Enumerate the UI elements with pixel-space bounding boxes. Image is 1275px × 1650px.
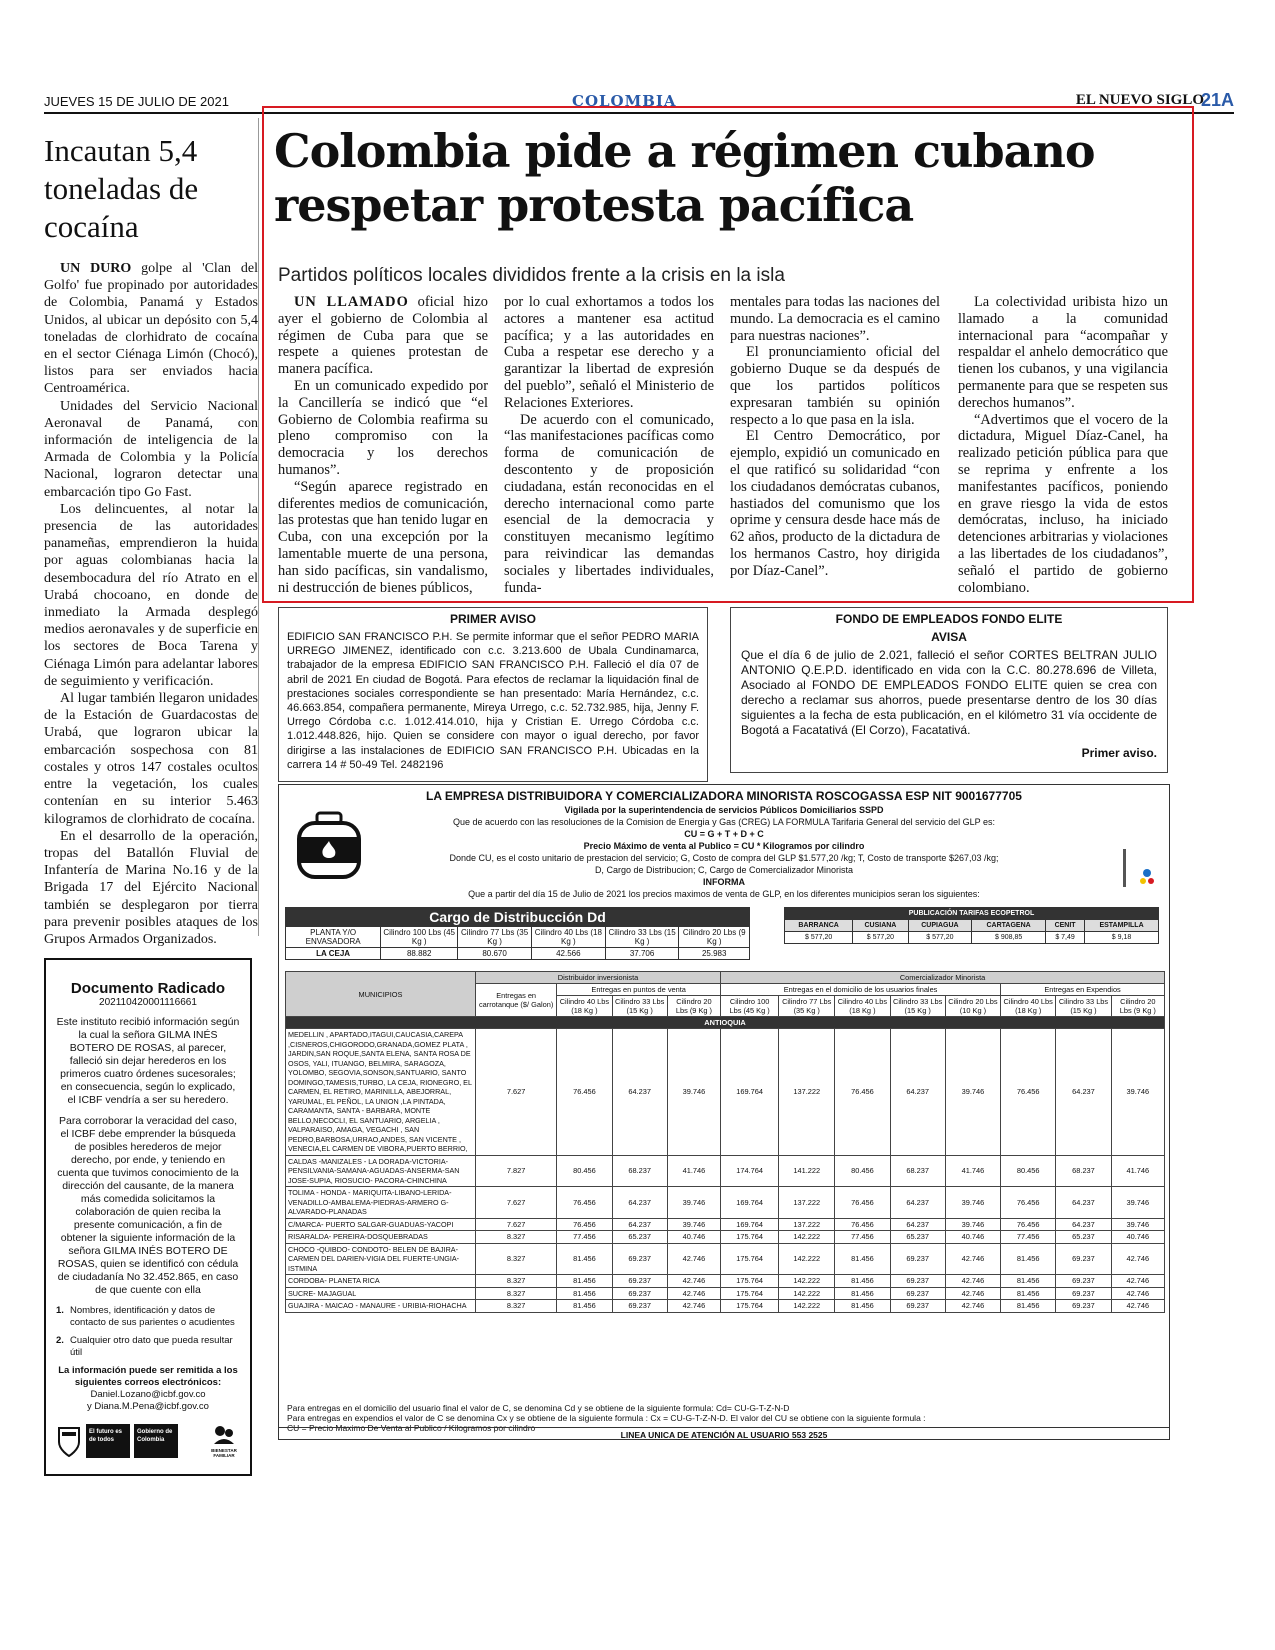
- price-cell: 137.222: [779, 1218, 835, 1231]
- document-number: 202110420001116661: [99, 997, 197, 1008]
- price-cell: 42.746: [1111, 1287, 1164, 1300]
- logos-strip: [56, 1420, 242, 1464]
- price-cell: 65.237: [612, 1231, 667, 1244]
- list-item: 1. Nombres, identificación y datos de contacto de sus parientes o acudientes: [56, 1305, 235, 1328]
- price-cell: 81.456: [1001, 1243, 1056, 1275]
- price-cell: 76.456: [1001, 1187, 1056, 1219]
- table-row: [286, 1231, 1165, 1244]
- price-cell: 169.764: [721, 1029, 779, 1156]
- price-cell: 39.746: [667, 1187, 720, 1219]
- table-header: BARRANCA: [785, 920, 853, 932]
- subcolumn-header: Cilindro 20 Lbs (9 Kg ): [1111, 996, 1164, 1017]
- price-cell: 8.327: [476, 1243, 557, 1275]
- colombia-shield-icon: [56, 1424, 82, 1458]
- paragraph: El pronunciamiento oficial del gobierno Duque se da después de que los partidos políticos expresaran también su opinión respecto a lo que pasa en la isla.: [730, 344, 940, 428]
- table-cell: 80.670: [458, 948, 532, 960]
- price-cell: 80.456: [557, 1155, 612, 1187]
- table-cell: $ 577,20: [908, 932, 972, 944]
- price-cell: 64.237: [612, 1218, 667, 1231]
- price-cell: 64.237: [1056, 1218, 1111, 1231]
- table-row: [286, 1243, 1165, 1275]
- subcolumn-header: Cilindro 40 Lbs (18 Kg ): [1001, 996, 1056, 1017]
- price-cell: 69.237: [890, 1243, 945, 1275]
- table-row: [286, 1300, 1165, 1313]
- price-cell: 42.746: [667, 1287, 720, 1300]
- icbf-paragraph: Para corroborar la veracidad del caso, el ICBF debe emprender la búsqueda de posibles herederos de mejor derecho, por ende, y teniendo en cuenta que tuvimos conocimiento de la dirección del causante, de la manera más comedida solicitamos la colaboración de quien reciba la presente comunicación, a fin de obtener la siguiente información de la señora GILMA INÉS BOTERO DE ROSAS, quien se identificó con cédula de ciudadanía No 32.452.865, en caso de que cuente con ella: [57, 1115, 239, 1296]
- price-cell: 39.746: [667, 1029, 720, 1156]
- rosco-line: Precio Máximo de venta al Publico = CU * Kilogramos por cilindro: [583, 841, 865, 851]
- logo-gobierno: Gobierno de Colombia: [134, 1424, 178, 1458]
- price-cell: 7.627: [476, 1218, 557, 1231]
- footnote: CU = Precio Maximo De Venta al Publico / Kilogramos por cilindro: [287, 1423, 536, 1433]
- region-row: ANTIOQUIA: [286, 1017, 1165, 1029]
- distribution-table: [285, 907, 750, 960]
- main-article-subtitle: Partidos políticos locales divididos frente a la crisis en la isla: [278, 265, 785, 286]
- price-cell: 69.237: [1056, 1287, 1111, 1300]
- table-cell: LA CEJA: [286, 948, 381, 960]
- price-cell: 39.746: [667, 1218, 720, 1231]
- left-paragraph-5: En el desarrollo de la operación, tropas del Batallón Fluvial de Infantería de Marina No.16 y de la Brigada 17 del Ejército Nacional también se desplegaron por tierra para prevenir posibles ataques de los Grupos Armados Organizados.: [44, 828, 258, 947]
- price-cell: 81.456: [557, 1275, 612, 1288]
- price-cell: 39.746: [945, 1029, 1000, 1156]
- footnote: Para entregas en expendios el valor de C se denomina Cx y se obtiene de la siguiente formula : Cx = CU-G-T-Z-N-D. El valor del CU se obtiene con la siguiente formula :: [287, 1413, 926, 1423]
- left-article: [44, 132, 258, 948]
- icbf-paragraph: Este instituto recibió información según la cual la señora GILMA INÉS BOTERO DE ROSAS, al parecer, falleció sin dejar herederos en los primeros cuatro órdenes sucesorales; en consecuencia, según lo explicado, el ICBF vendría a ser su heredero.: [56, 1016, 240, 1106]
- municipio-cell: C/MARCA- PUERTO SALGAR-GUADUAS-YACOPI: [286, 1218, 476, 1231]
- price-cell: 42.746: [1111, 1275, 1164, 1288]
- price-cell: 175.764: [721, 1287, 779, 1300]
- table-cell: $ 7,49: [1046, 932, 1085, 944]
- rosco-line: INFORMA: [703, 877, 745, 887]
- table-header: CUSIANA: [853, 920, 908, 932]
- paragraph: La colectividad uribista hizo un llamado a la comunidad internacional para “acompañar y respaldar el anhelo democrático que tienen los cubanos, y una vigilancia permanente para que se respeten sus derechos humanos”.: [958, 294, 1168, 411]
- paragraph: En un comunicado expedido por la Cancillería se indicó que “el Gobierno de Colombia reafirma su pleno compromiso con la democracia y los derechos humanos”.: [278, 377, 488, 478]
- price-cell: 64.237: [612, 1029, 667, 1156]
- price-cell: 175.764: [721, 1243, 779, 1275]
- table-row: [286, 1218, 1165, 1231]
- price-cell: 7.627: [476, 1187, 557, 1219]
- price-cell: 39.746: [1111, 1218, 1164, 1231]
- table-cell: 37.706: [605, 948, 679, 960]
- price-cell: 7.827: [476, 1155, 557, 1187]
- subcolumn-header: Cilindro 77 Lbs (35 Kg ): [779, 996, 835, 1017]
- subcolumn-header: Cilindro 20 Lbs (10 Kg ): [945, 996, 1000, 1017]
- municipio-cell: GUAJIRA - MAICAO - MANAURE - URIBIA-RIOHACHA: [286, 1300, 476, 1313]
- price-cell: 39.746: [945, 1218, 1000, 1231]
- contact-info: [56, 1365, 240, 1413]
- price-cell: 40.746: [1111, 1231, 1164, 1244]
- price-cell: 80.456: [835, 1155, 890, 1187]
- price-cell: 8.327: [476, 1231, 557, 1244]
- price-cell: 175.764: [721, 1300, 779, 1313]
- table-cell: $ 577,20: [785, 932, 853, 944]
- table-cell: $ 9,18: [1085, 932, 1159, 944]
- price-cell: 69.237: [612, 1243, 667, 1275]
- logo-futuro: El futuro es de todos: [86, 1424, 130, 1458]
- price-cell: 42.746: [945, 1243, 1000, 1275]
- notice-fondo-elite: [730, 607, 1168, 773]
- notice-footer: Primer aviso.: [1081, 746, 1157, 760]
- price-cell: 64.237: [612, 1187, 667, 1219]
- list-item-text: Nombres, identificación y datos de contacto de sus parientes o acudientes: [70, 1305, 235, 1328]
- left-article-body: [44, 260, 258, 948]
- price-cell: 39.746: [1111, 1029, 1164, 1156]
- subcolumn-header: Cilindro 33 Lbs (15 Kg ): [612, 996, 667, 1017]
- price-cell: 42.746: [667, 1275, 720, 1288]
- municipio-cell: TOLIMA - HONDA - MARIQUITA-LIBANO-LERIDA-VENADILLO-AMBALEMA-PIEDRAS-ARMERO G-ALVARADO-PLANADAS: [286, 1187, 476, 1219]
- subcolumn-header: Cilindro 33 Lbs (15 Kg ): [890, 996, 945, 1017]
- price-cell: 40.746: [667, 1231, 720, 1244]
- price-cell: 69.237: [1056, 1243, 1111, 1275]
- price-cell: 142.222: [779, 1287, 835, 1300]
- table-row: [286, 1187, 1165, 1219]
- paragraph: El Centro Democrático, por ejemplo, expidió un comunicado en el que ratificó su solidaridad “con los ciudadanos demócratas cubanos, hastiados del comunismo que los oprime y censura desde hace más de 62 años, producto de la dictadura de los hermanos Castro, hoy dirigida por Díaz-Canel”.: [730, 428, 940, 579]
- price-cell: 64.237: [890, 1029, 945, 1156]
- notice-subtitle: AVISA: [931, 630, 967, 644]
- table-header: Cilindro 77 Lbs (35 Kg ): [458, 927, 532, 948]
- table-cell: 88.882: [381, 948, 458, 960]
- table-header: Cilindro 100 Lbs (45 Kg ): [381, 927, 458, 948]
- notice-title: FONDO DE EMPLEADOS FONDO ELITE: [835, 612, 1063, 626]
- price-cell: 42.746: [945, 1275, 1000, 1288]
- price-cell: 81.456: [835, 1287, 890, 1300]
- carrotanque-header: Entregas en carrotanque ($/ Galon): [476, 984, 557, 1017]
- price-cell: 41.746: [667, 1155, 720, 1187]
- table-header: Cilindro 33 Lbs (15 Kg ): [605, 927, 679, 948]
- notice-text: Que el día 6 de julio de 2.021, falleció el señor CORTES BELTRAN JULIO ANTONIO Q.E.P.D. identificado en vida con la C.C. 80.278.696 de Villeta, Asociado al FONDO DE EMPLEADOS FONDO ELITE quien se crea con derecho a reclamar sus ahorros, puede presentarse dentro de los 30 días siguientes a la fecha de esta publicación, en el kilómetro 31 vía occidente de Bogotá a Facatativá (El Corzo), Facatativá.: [741, 648, 1157, 737]
- domicilio-header: Entregas en el domicilio de los usuarios finales: [721, 984, 1001, 996]
- icbf-icon: [212, 1424, 236, 1444]
- table-row: [286, 1029, 1165, 1156]
- price-cell: 8.327: [476, 1300, 557, 1313]
- price-cell: 142.222: [779, 1231, 835, 1244]
- main-article-lead: UN LLAMADO: [294, 294, 409, 310]
- table-row: [286, 1275, 1165, 1288]
- roscogassa-title: LA EMPRESA DISTRIBUIDORA Y COMERCIALIZADORA MINORISTA ROSCOGASSA ESP NIT 9001677705: [426, 789, 1022, 803]
- left-article-title: Incautan 5,4 toneladas de cocaína: [44, 133, 199, 244]
- price-cell: 8.327: [476, 1275, 557, 1288]
- price-cell: 69.237: [890, 1275, 945, 1288]
- price-cell: 169.764: [721, 1187, 779, 1219]
- contact-title: La información puede ser remitida a los siguientes correos electrónicos:: [58, 1365, 238, 1388]
- table-header: CUPIAGUA: [908, 920, 972, 932]
- price-cell: 76.456: [1001, 1029, 1056, 1156]
- rosco-line: Que de acuerdo con las resoluciones de la Comision de Energia y Gas (CREG) LA FORMULA Tarifaria General del servicio del GLP es:: [453, 817, 995, 827]
- price-cell: 39.746: [1111, 1187, 1164, 1219]
- price-cell: 65.237: [1056, 1231, 1111, 1244]
- price-cell: 169.764: [721, 1218, 779, 1231]
- notice-title: PRIMER AVISO: [449, 612, 536, 626]
- paragraph: mentales para todas las naciones del mundo. La democracia es el camino para nuestras naciones”.: [730, 294, 940, 344]
- table-row: [286, 1155, 1165, 1187]
- paragraph: “Advertimos que el vocero de la dictadura, Miguel Díaz-Canel, ha realizado petición pública para que se reprima y enfrente a los manifestantes pacíficos, poniendo en grave riesgo la vida de estos demócratas, incluso, ha iniciado detenciones arbitrarias y violaciones a las libertades de los ciudadanos”, señaló el partido de gobierno colombiano.: [958, 411, 1168, 596]
- table-header: Cilindro 20 Lbs (9 Kg ): [679, 927, 750, 948]
- list-item: 2. Cualquier otro dato que pueda resultar útil: [56, 1335, 233, 1358]
- price-cell: 64.237: [890, 1218, 945, 1231]
- left-paragraph-4: Al lugar también llegaron unidades de la Estación de Guardacostas de Urabá, que lograron ubicar la embarcación sospechosa con 81 costales y otros 147 costales ocultos entre la vegetación, los cuales contenían en su interior 5.463 kilogramos de clorhidrato de cocaína.: [44, 691, 258, 827]
- price-cell: 69.237: [612, 1275, 667, 1288]
- price-cell: 68.237: [612, 1155, 667, 1187]
- table-header: PLANTA Y/O ENVASADORA: [286, 927, 381, 948]
- price-cell: 76.456: [1001, 1218, 1056, 1231]
- municipios-header: MUNICIPIOS: [286, 972, 476, 1017]
- section-title: COLOMBIA: [572, 92, 677, 110]
- price-table: [285, 971, 1165, 1313]
- price-cell: 81.456: [557, 1300, 612, 1313]
- price-cell: 141.222: [779, 1155, 835, 1187]
- price-cell: 64.237: [890, 1187, 945, 1219]
- price-cell: 41.746: [945, 1155, 1000, 1187]
- icbf-notice-title: Documento Radicado: [70, 980, 226, 997]
- price-cell: 174.764: [721, 1155, 779, 1187]
- main-article: [262, 106, 1194, 603]
- price-cell: 69.237: [612, 1300, 667, 1313]
- table-header: ESTAMPILLA: [1085, 920, 1159, 932]
- price-cell: 81.456: [557, 1287, 612, 1300]
- table-header: CENIT: [1046, 920, 1085, 932]
- rosco-line: Donde CU, es el costo unitario de prestacion del servicio; G, Costo de compra del GLP $1.577,20 /kg; T, Costo de transporte $267,03 /kg;: [449, 853, 999, 863]
- main-column-3: [730, 294, 940, 580]
- distribuidor-header: Distribuidor inversionista: [476, 972, 721, 984]
- email-link[interactable]: Daniel.Lozano@icbf.gov.co: [90, 1389, 206, 1400]
- notice-text: EDIFICIO SAN FRANCISCO P.H. Se permite informar que el señor PEDRO MARIA URREGO JIMENEZ, identificado con c.c. 3.213.600 de Ubala Cundinamarca, trabajador de la empresa EDIFICIO SAN FRANCISCO P.H. Falleció el día 07 de abril de 2021 En ciudad de Bogotá. Para efectos de reclamar la liquidación final de prestaciones sociales correspondiente se han presentado: María Hernández, c.c. 46.663.854, compañera permanente, Mireya Urrego, c.c. 52.732.985, hija, Jenny F. Urrego Córdoba c.c. 1.012.414.010, hija y Cristian E. Urrego Córdoba c.c. 1.012.448.826, hijo. Quien se considere con mayor o igual derecho, por favor dirigirse a las instalaciones de EDIFICIO SAN FRANCISCO P.H. Ubicadas en la carrera 14 # 50-49 Tel. 2482196: [287, 631, 699, 771]
- paragraph: “Según aparece registrado en diferentes medios de comunicación, las protestas que han tenido lugar en Cuba, con una excepción por la lamentable muerte de una persona, han sido pacíficas, sin vandalismo, ni destrucción de bienes públicos,: [278, 478, 488, 596]
- column-divider: [258, 118, 259, 936]
- hotline: LINEA UNICA DE ATENCIÓN AL USUARIO 553 2525: [279, 1427, 1169, 1440]
- price-cell: 40.746: [945, 1231, 1000, 1244]
- table-cell: 42.566: [531, 948, 605, 960]
- icbf-logo-text: BIENESTAR FAMILIAR: [211, 1448, 237, 1458]
- price-cell: 68.237: [1056, 1155, 1111, 1187]
- price-cell: 81.456: [1001, 1275, 1056, 1288]
- price-cell: 7.627: [476, 1029, 557, 1156]
- newspaper-name: EL NUEVO SIGLO: [1075, 92, 1204, 108]
- price-cell: 175.764: [721, 1231, 779, 1244]
- price-cell: 42.746: [1111, 1300, 1164, 1313]
- ecopetrol-table-title: PUBLICACIÓN TARIFAS ECOPETROL: [785, 908, 1159, 920]
- price-cell: 81.456: [557, 1243, 612, 1275]
- subcolumn-header: Cilindro 33 Lbs (15 Kg ): [1056, 996, 1111, 1017]
- price-cell: 175.764: [721, 1275, 779, 1288]
- price-cell: 137.222: [779, 1029, 835, 1156]
- price-cell: 77.456: [835, 1231, 890, 1244]
- price-cell: 76.456: [557, 1218, 612, 1231]
- table-header: Cilindro 40 Lbs (18 Kg ): [531, 927, 605, 948]
- expendios-header: Entregas en Expendios: [1001, 984, 1165, 996]
- price-cell: 65.237: [890, 1231, 945, 1244]
- price-cell: 142.222: [779, 1300, 835, 1313]
- price-cell: 8.327: [476, 1287, 557, 1300]
- price-cell: 69.237: [890, 1300, 945, 1313]
- rosco-line: D, Cargo de Distribucion; C, Cargo de Comercializador Minorista: [594, 865, 854, 875]
- price-cell: 137.222: [779, 1187, 835, 1219]
- main-article-title: Colombia pide a régimen cubano respetar protesta pacífica: [274, 124, 1095, 232]
- price-cell: 80.456: [1001, 1155, 1056, 1187]
- table-cell: $ 908,85: [972, 932, 1046, 944]
- table-cell: 25.983: [679, 948, 750, 960]
- paragraph: De acuerdo con el comunicado, “las manifestaciones pacíficas como forma de comunicación de descontento y de proposición ciudadana, están reconocidas en el derecho internacional como parte esencial de la democracia y constituyen mecanismo legítimo para reivindicar las demandas sociales y libertades individuales, funda-: [504, 411, 714, 596]
- municipio-cell: CORDOBA- PLANETA RICA: [286, 1275, 476, 1288]
- price-cell: 69.237: [1056, 1275, 1111, 1288]
- issue-date: JUEVES 15 DE JULIO DE 2021: [44, 94, 229, 109]
- list-item-text: Cualquier otro dato que pueda resultar útil: [70, 1335, 233, 1358]
- price-cell: 42.746: [667, 1243, 720, 1275]
- main-column-2: [504, 294, 714, 596]
- comercializador-header: Comercializador Minorista: [721, 972, 1165, 984]
- paragraph: oficial hizo ayer el gobierno de Colombia al régimen de Cuba para que se respete a quienes protestan de manera pacífica.: [278, 294, 488, 378]
- email-link[interactable]: y Diana.M.Pena@icbf.gov.co: [87, 1401, 209, 1412]
- price-cell: 42.746: [667, 1300, 720, 1313]
- municipio-cell: CALDAS -MANIZALES - LA DORADA-VICTORIA-PENSILVANIA-SAMANA-AGUADAS-ANSERMA-SAN JOSE-SUPIA, RIOSUCIO- PACORA-CHINCHINA: [286, 1155, 476, 1187]
- notice-primer-aviso: [278, 607, 708, 782]
- superservicios-logo-icon: [1119, 845, 1159, 891]
- table-row: [286, 1287, 1165, 1300]
- price-cell: 41.746: [1111, 1155, 1164, 1187]
- roscogassa-notice: [278, 784, 1170, 1440]
- price-cell: 142.222: [779, 1243, 835, 1275]
- municipio-cell: SUCRE- MAJAGUAL: [286, 1287, 476, 1300]
- subcolumn-header: Cilindro 20 Lbs (9 Kg ): [667, 996, 720, 1017]
- price-cell: 68.237: [890, 1155, 945, 1187]
- price-cell: 76.456: [557, 1187, 612, 1219]
- price-cell: 142.222: [779, 1275, 835, 1288]
- subcolumn-header: Cilindro 40 Lbs (18 Kg ): [835, 996, 890, 1017]
- main-column-4: [958, 294, 1168, 596]
- left-paragraph-3: Los delincuentes, al notar la presencia de las autoridades panameñas, emprendieron la huida por aguas colombianas hacia la desembocadura del río Atrato en el Urabá chocoano, en donde de inmediato la Armada desplegó medios aeronavales y de superficie en los sectores de Boca Tarena y Ciénaga Limón para adelantar labores de seguimiento y verificación.: [44, 501, 258, 689]
- left-article-lead: UN DURO: [60, 261, 132, 276]
- paragraph: por lo cual exhortamos a todos los actores a mantener esa actitud pacífica; y a las autoridades en Cuba a respetar ese derecho y a garantizar la libertad de expresión del pueblo”, señaló el Ministerio de Relaciones Exteriores.: [504, 294, 714, 411]
- left-paragraph-1: golpe al 'Clan del Golfo' fue propinado por autoridades de Colombia, Panamá y Estados Unidos, al ubicar un depósito con 5,4 toneladas de clorhidrato de cocaína en el sector Ciénaga Limón (Chocó), listos para ser enviados hacia Centroamérica.: [44, 261, 258, 397]
- left-paragraph-2: Unidades del Servicio Nacional Aeronaval de Panamá, con información de inteligencia de la Armada de Colombia y la Policía Nacional, lograron detectar una embarcación tipo Go Fast.: [44, 398, 258, 500]
- page-number: 21A: [1200, 90, 1234, 110]
- price-cell: 81.456: [835, 1300, 890, 1313]
- price-cell: 42.746: [945, 1287, 1000, 1300]
- rosco-line: Que a partir del día 15 de Julio de 2021 los precios maximos de venta de GLP, en los diferentes municipios seran los siguientes:: [468, 889, 980, 899]
- price-cell: 42.746: [945, 1300, 1000, 1313]
- price-cell: 81.456: [835, 1243, 890, 1275]
- price-cell: 81.456: [1001, 1300, 1056, 1313]
- municipio-cell: CHOCO -QUIBDO- CONDOTO- BELEN DE BAJIRA- CARMEN DEL DARIEN-VIGIA DEL FUERTE-UNGIA-ISTMINA: [286, 1243, 476, 1275]
- price-cell: 76.456: [835, 1187, 890, 1219]
- icbf-logo: [206, 1424, 242, 1458]
- price-cell: 76.456: [557, 1029, 612, 1156]
- price-cell: 64.237: [1056, 1187, 1111, 1219]
- footnote: Para entregas en el domicilio del usuario final el valor de C, se denomina Cd y se obtiene de la siguiente formula: Cd= CU-G-T-Z-N-D: [287, 1403, 790, 1413]
- price-cell: 69.237: [1056, 1300, 1111, 1313]
- puntos-venta-header: Entregas en puntos de venta: [557, 984, 721, 996]
- price-cell: 77.456: [1001, 1231, 1056, 1244]
- price-cell: 42.746: [1111, 1243, 1164, 1275]
- price-cell: 81.456: [835, 1275, 890, 1288]
- price-cell: 76.456: [835, 1218, 890, 1231]
- distribution-table-title: Cargo de Distribucción Dd: [286, 908, 750, 927]
- subcolumn-header: Cilindro 100 Lbs (45 Kg ): [721, 996, 779, 1017]
- municipio-cell: MEDELLIN , APARTADO,ITAGUI,CAUCASIA,CAREPA ,CISNEROS,CHIGORODO,GRANADA,GOMEZ PLATA , JARDIN,SAN ROQUE,SANTA ELENA, SANTA ROSA DE OSOS, YALI, ITUANGO, BELMIRA, SARAGOZA, YOLOMBO, SEGOVIA,SONSON,SANTUARIO, SANTO DOMINGO,TAMESIS,TURBO, LA CEJA, RIONEGRO, EL CARMEN, EL RETIRO, MARINILLA, ABEJORRAL, YARUMAL, EL PEÑOL, LA UNION ,LA PINTADA, CARAMANTA, SANTA - BARBARA, MONTE BELLO,NECOCLI, EL SANTUARIO, ARGELIA , VALPARAISO, AMAGA, VEGACHI , SAN PEDRO,BARBOSA,URRAO,ANDES, SAN VICENTE , VENECIA,EL CARMEN DE VIBORA,PUERTO BERRIO,: [286, 1029, 476, 1156]
- price-cell: 39.746: [945, 1187, 1000, 1219]
- municipio-cell: RISARALDA- PEREIRA-DOSQUEBRADAS: [286, 1231, 476, 1244]
- price-cell: 76.456: [835, 1029, 890, 1156]
- ecopetrol-tariff-table: [784, 907, 1159, 944]
- rosco-line: Vigilada por la superintendencia de servicios Públicos Domiciliarios SSPD: [564, 805, 884, 815]
- price-cell: 69.237: [890, 1287, 945, 1300]
- table-cell: $ 577,20: [853, 932, 908, 944]
- main-column-1: [278, 294, 488, 596]
- price-cell: 64.237: [1056, 1029, 1111, 1156]
- subcolumn-header: Cilindro 40 Lbs (18 Kg ): [557, 996, 612, 1017]
- price-cell: 69.237: [612, 1287, 667, 1300]
- table-header: CARTAGENA: [972, 920, 1046, 932]
- rosco-formula: CU = G + T + D + C: [684, 829, 764, 839]
- price-cell: 81.456: [1001, 1287, 1056, 1300]
- icbf-notice: [44, 958, 252, 1476]
- price-cell: 77.456: [557, 1231, 612, 1244]
